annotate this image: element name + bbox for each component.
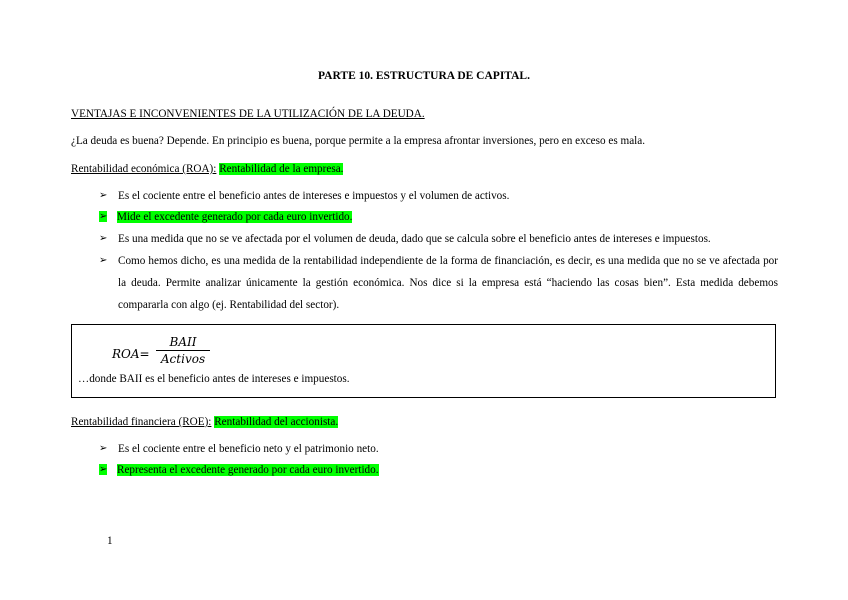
- roe-bullet-1: Es el cociente entre el beneficio neto y el patrimonio neto.: [118, 443, 379, 455]
- page-number: 1: [107, 535, 113, 547]
- roe-heading: [71, 416, 338, 428]
- roa-label: Rentabilidad económica (ROA):: [71, 163, 217, 175]
- bullet-icon: ➢: [99, 443, 108, 454]
- roe-label: Rentabilidad financiera (ROE):: [71, 416, 212, 428]
- roa-highlight: Rentabilidad de la empresa.: [219, 163, 344, 175]
- bullet-icon: ➢: [99, 255, 108, 266]
- formula-fraction: [156, 335, 210, 366]
- formula-note: …donde BAII es el beneficio antes de intereses e impuestos.: [78, 373, 350, 385]
- page-title: PARTE 10. ESTRUCTURA DE CAPITAL.: [318, 70, 530, 82]
- formula-denominator: Activos: [160, 352, 206, 366]
- bullet-icon: ➢: [99, 211, 108, 222]
- roe-bullet-2: Representa el excedente generado por cada euro invertido.: [117, 464, 379, 476]
- formula-numerator: BAII: [156, 335, 210, 351]
- bullet-icon: ➢: [99, 233, 108, 244]
- intro-paragraph: ¿La deuda es buena? Depende. En principio es buena, porque permite a la empresa afrontar inversiones, pero en exceso es mala.: [71, 135, 646, 147]
- roa-bullet-1: Es el cociente entre el beneficio antes de intereses e impuestos y el volumen de activos.: [118, 190, 510, 202]
- roa-bullet-3: Es una medida que no se ve afectada por el volumen de deuda, dado que se calcula sobre el beneficio antes de intereses e impuestos.: [118, 233, 711, 245]
- formula-lhs: ROA=: [112, 347, 150, 361]
- formula-box: [71, 324, 776, 398]
- roa-bullet-4: Como hemos dicho, es una medida de la rentabilidad independiente de la forma de financiación, es decir, es una medida que no se ve afectada por la deuda. Permite analizar únicamente la gestión económica. Nos dice si la empresa está “haciendo las cosas bien”. Esta medida debemos compararla con algo (ej. Rentabilidad del sector).: [118, 255, 778, 311]
- bullet-icon: ➢: [99, 464, 108, 475]
- roa-heading: [71, 163, 343, 175]
- roa-bullet-2: Mide el excedente generado por cada euro invertido.: [117, 211, 353, 223]
- roe-highlight: Rentabilidad del accionista.: [214, 416, 339, 428]
- section-heading: VENTAJAS E INCONVENIENTES DE LA UTILIZACIÓN DE LA DEUDA.: [71, 108, 425, 120]
- bullet-icon: ➢: [99, 190, 108, 201]
